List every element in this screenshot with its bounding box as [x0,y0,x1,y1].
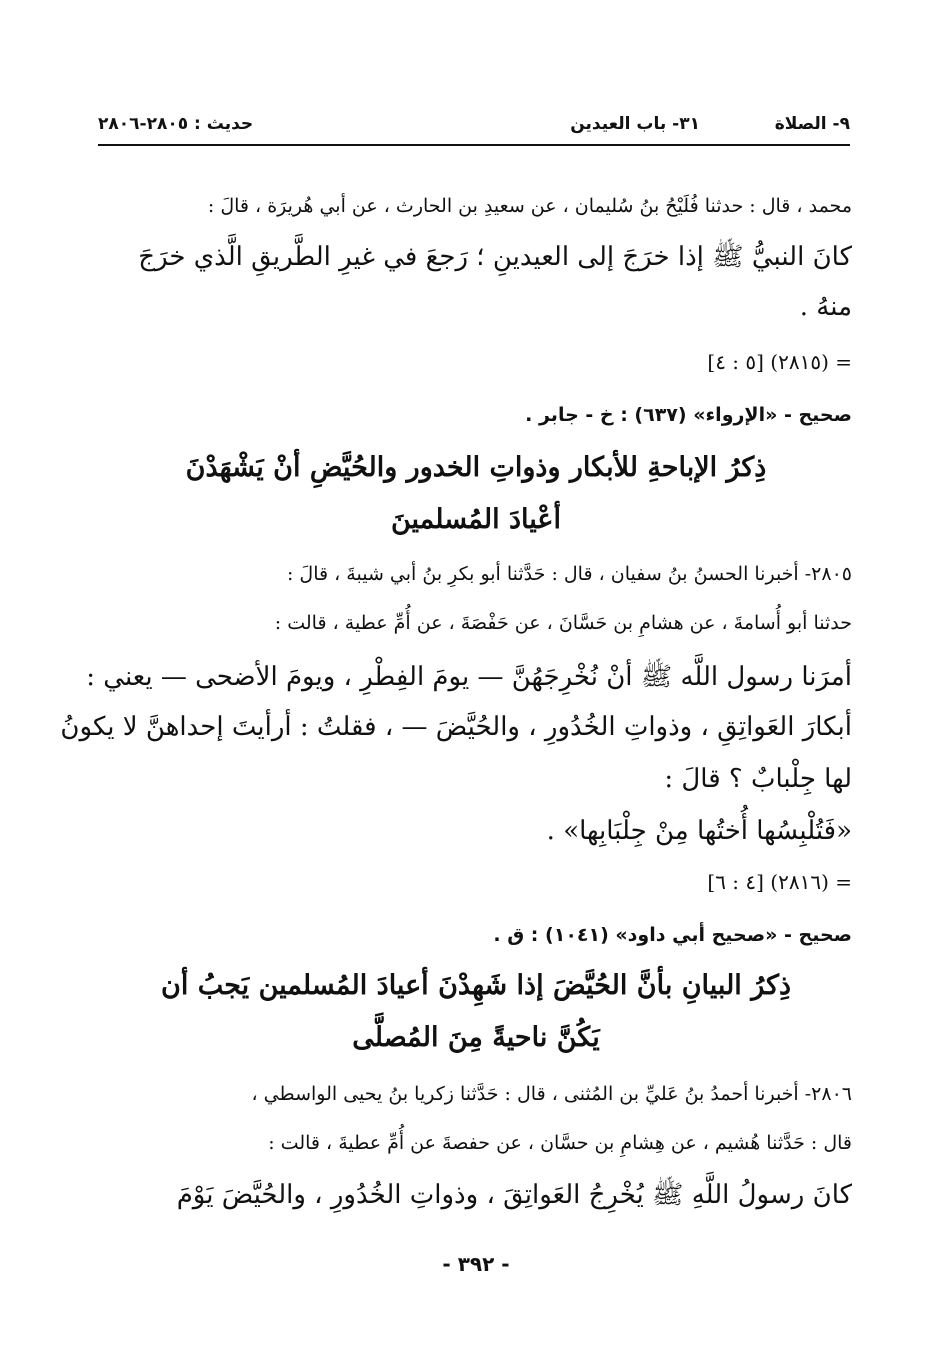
chapter-heading: أعْيادَ المُسلمينَ [390,504,562,535]
chapter-heading: يَكُنَّ ناحيةً مِنَ المُصلَّى [352,1022,600,1053]
hadith-range: حديث : ٢٨٠٥-٢٨٠٦ [98,114,254,134]
chapter-title: ٩- الصلاة [774,114,850,134]
matn-line: أبكارَ العَواتِقِ ، وذواتِ الخُدُورِ ، والحُيَّضَ — ، فقلتُ : أرأيتَ إحداهنَّ لا يكونُ [60,712,852,742]
matn-line: أمرَنا رسول اللَّه ﷺ أنْ نُخْرِجَهُنَّ — يومَ الفِطْرِ ، ويومَ الأضحى — يعني : [86,662,852,692]
cross-reference: = (٢٨١٦) [٤ : ٦] [707,870,852,894]
chapter-heading: ذِكرُ الإباحةِ للأبكار وذواتِ الخدور والحُيَّضِ أنْ يَشْهَدْنَ [185,452,767,483]
running-header [98,108,850,146]
hadith-grade: صحيح - «الإرواء» (٦٣٧) : خ - جابر . [525,404,852,426]
isnad-line: حدثنا أبو أُسامةَ ، عن هشامِ بن حَسَّانَ ، عن حَفْصَةَ ، عن أُمِّ عطية ، قالت : [274,612,852,634]
isnad-line: ٢٨٠٦- أخبرنا أحمدُ بنُ عَليِّ بن المُثنى ، قال : حَدَّثنا زكريا بنُ يحيى الواسطي ، [251,1083,852,1105]
page-number: - ٣٩٢ - [442,1252,510,1276]
cross-reference: = (٢٨١٥) [٥ : ٤] [707,350,852,374]
chapter-heading: ذِكرُ البيانِ بأنَّ الحُيَّضَ إذا شَهِدْنَ أعيادَ المُسلمين يَجبُ أن [161,970,791,1001]
hadith-grade: صحيح - «صحيح أبي داود» (١٠٤١) : ق . [493,924,852,946]
isnad-continuation: محمد ، قال : حدثنا فُلَيْحُ بنُ سُليمان ، عن سعيدِ بن الحارث ، عن أبي هُريرَة ، قالَ : [207,195,852,217]
matn-line: «فَتُلْبِسُها أُختُها مِنْ جِلْبَابِها» . [546,816,852,846]
matn-line: كانَ رسولُ اللَّهِ ﷺ يُخْرِجُ العَواتِقَ ، وذواتِ الخُدُورِ ، والحُيَّضَ يَوْمَ [176,1180,852,1210]
matn-line: لها جِلْبابٌ ؟ قالَ : [664,764,852,794]
isnad-line: قال : حَدَّثنا هُشيم ، عن هِشامِ بن حسَّان ، عن حفصةَ عن أُمِّ عطيةَ ، قالت : [268,1132,852,1154]
matn-line: منهُ . [799,292,852,322]
section-title: ٣١- باب العيدين [570,114,700,134]
matn-line: كانَ النبيُّ ﷺ إذا خرَجَ إلى العيدينِ ؛ رَجعَ في غيرِ الطَّريقِ الَّذي خرَجَ [138,242,852,272]
isnad-line: ٢٨٠٥- أخبرنا الحسنُ بنُ سفيان ، قال : حَدَّثنا أبو بكرِ بنُ أبي شيبةَ ، قالَ : [286,563,852,585]
